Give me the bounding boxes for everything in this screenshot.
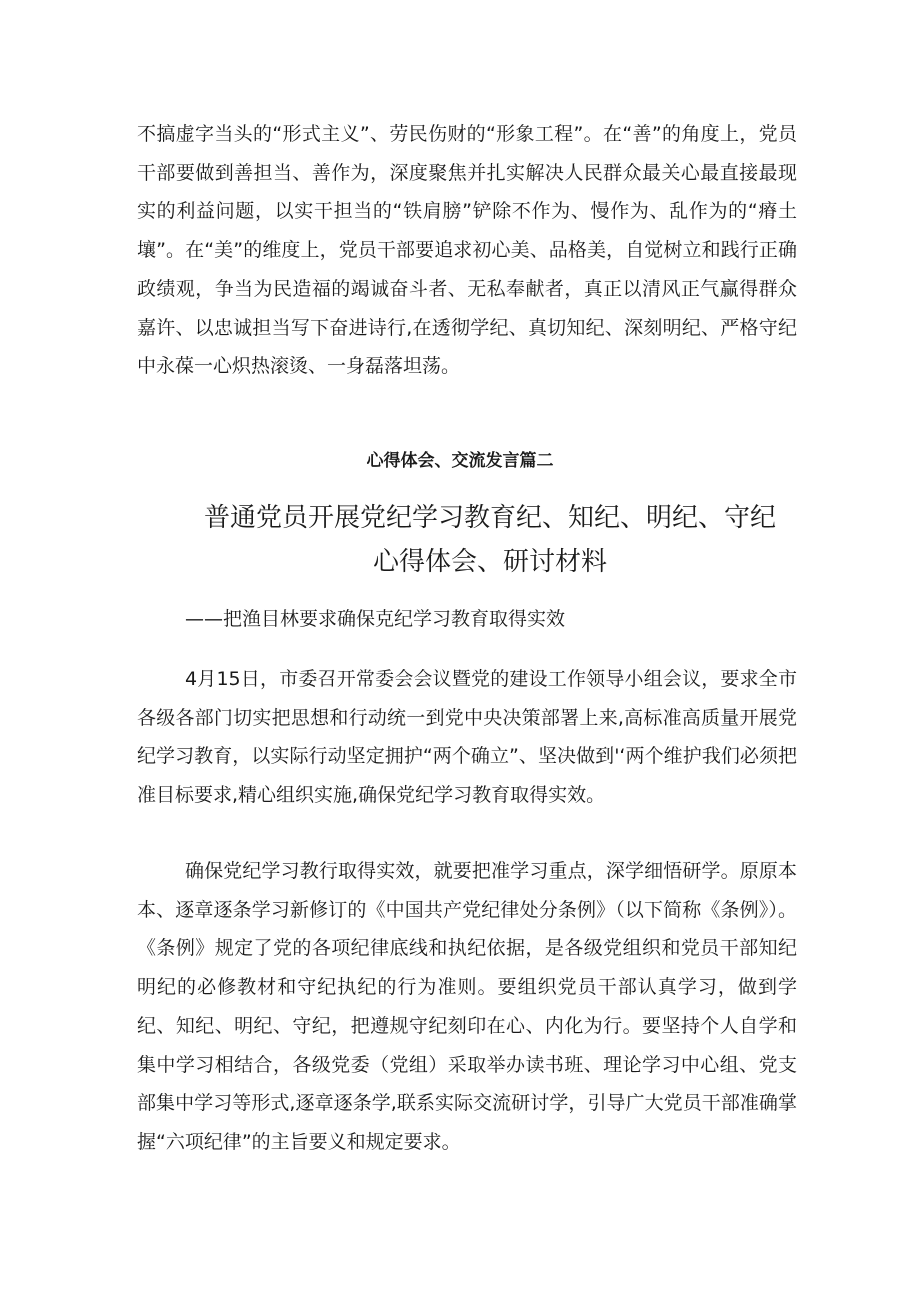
section-heading: 心得体会、交流发言篇二 bbox=[366, 451, 554, 471]
title-line-1: 普通党员开展党纪学习教育纪、知纪、明纪、守纪 bbox=[203, 503, 776, 533]
document-title bbox=[160, 496, 820, 584]
body-paragraph-3: 确保党纪学习教行取得实效，就要把准学习重点，深学细悟研学。原原本本、逐章逐条学习新修订的《中国共产党纪律处分条例》（以下简称《条例》）。《条例》规定了党的各项纪律底线和执纪依据，是各级党组织和党员干部知纪明纪的必修教材和守纪执纪的行为准则。要组织党员干部认真学习，做到学纪、知纪、明纪、守纪，把遵规守纪刻印在心、内化为行。要坚持个人自学和集中学习相结合，各级党委（党组）采取举办读书班、理论学习中心组、党支部集中学习等形式,逐章逐条学,联系实际交流研讨学，引导广大党员干部准确掌握“六项纪律”的主旨要义和规定要求。 bbox=[137, 860, 797, 1153]
title-line-2: 心得体会、研讨材料 bbox=[372, 547, 607, 577]
document-subtitle: ——把渔目林要求确保克纪学习教育取得实效 bbox=[185, 608, 566, 630]
body-paragraph-2: 4月15日，市委召开常委会会议暨党的建设工作领导小组会议，要求全市各级各部门切实把思想和行动统一到党中央决策部署上来,高标准高质量开展党纪学习教育，以实际行动坚定拥护“两个确立”、坚决做到'‘两个维护我们必须把准目标要求,精心组织实施,确保党纪学习教育取得实效。 bbox=[137, 668, 797, 807]
body-paragraph-1: 不搞虚字当头的“形式主义”、劳民伤财的“形象工程”。在“善”的角度上，党员干部要做到善担当、善作为，深度聚焦并扎实解决人民群众最关心最直接最现实的利益问题，以实干担当的“铁肩膀”铲除不作为、慢作为、乱作为的“瘠土壤”。在“美”的维度上，党员干部要追求初心美、品格美，自觉树立和践行正确政绩观，争当为民造福的竭诚奋斗者、无私奉献者，真正以清风正气赢得群众嘉许、以忠诚担当写下奋进诗行,在透彻学纪、真切知纪、深刻明纪、严格守纪中永葆一心炽热滚烫、一身磊落坦荡。 bbox=[137, 123, 797, 378]
